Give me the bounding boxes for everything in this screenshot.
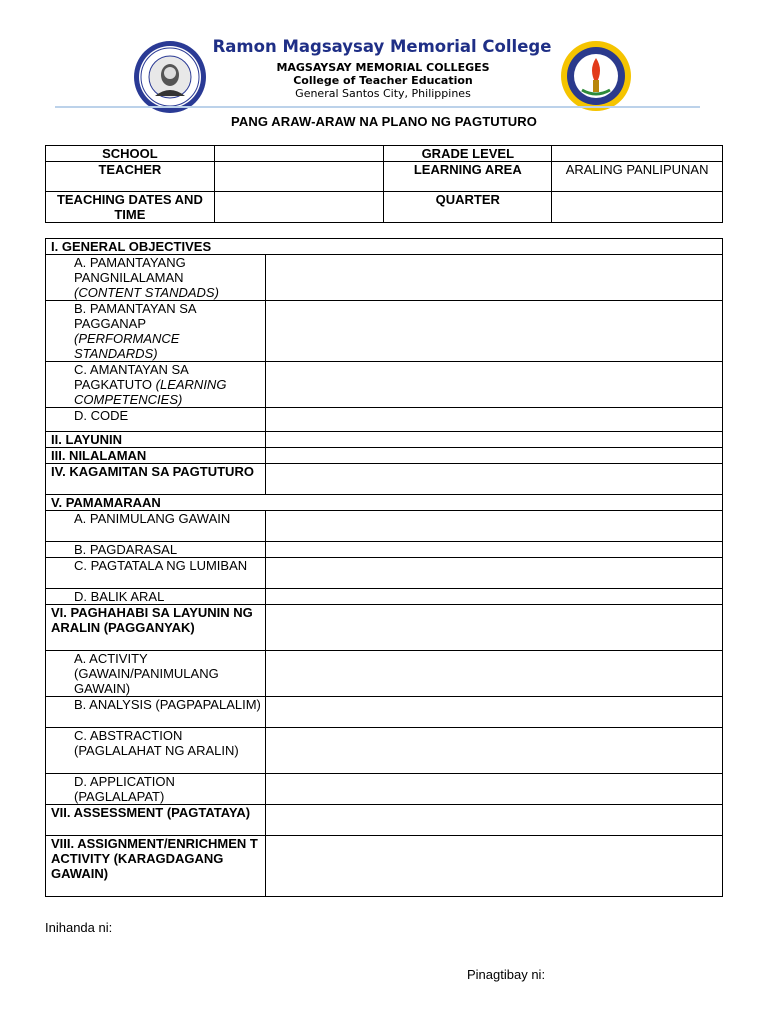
learning-competencies-value[interactable] <box>265 362 722 408</box>
balik-aral-label: D. BALIK ARAL <box>46 589 266 605</box>
learning-competencies-main: C. AMANTAYAN SA PAGKATUTO <box>74 362 189 392</box>
activity-value[interactable] <box>265 651 722 697</box>
teaching-dates-label: TEACHING DATES AND TIME <box>46 192 215 223</box>
header-line-1: MAGSAYSAY MEMORIAL COLLEGES <box>276 61 490 74</box>
school-label: SCHOOL <box>46 146 215 162</box>
learning-area-value[interactable]: ARALING PANLIPUNAN <box>552 162 723 192</box>
teacher-education-seal-logo <box>560 40 632 112</box>
learning-competencies-english: (LEARNING COMPETENCIES) <box>74 377 227 407</box>
analysis-label: B. ANALYSIS (PAGPAPALALIM) <box>46 697 266 728</box>
panimulang-gawain-value[interactable] <box>265 511 722 542</box>
performance-standards-label <box>46 301 266 362</box>
abstraction-value[interactable] <box>265 728 722 774</box>
learning-area-label: LEARNING AREA <box>384 162 552 192</box>
header-line-3: General Santos City, Philippines <box>295 87 471 100</box>
assignment-label: VIII. ASSIGNMENT/ENRICHMEN T ACTIVITY (KARAGDAGANG GAWAIN) <box>46 836 266 897</box>
approved-by-label: Pinagtibay ni: <box>467 967 546 982</box>
lesson-plan-table <box>45 238 723 897</box>
grade-level-label: GRADE LEVEL <box>384 146 552 162</box>
teaching-dates-value[interactable] <box>214 192 384 223</box>
layunin-value[interactable] <box>265 432 722 448</box>
pagtatala-label: C. PAGTATALA NG LUMIBAN <box>46 558 266 589</box>
pagtatala-value[interactable] <box>265 558 722 589</box>
teacher-label: TEACHER <box>46 162 215 192</box>
content-standards-main: A. PAMANTAYANG PANGNILALAMAN <box>74 255 186 285</box>
teacher-value[interactable] <box>214 162 384 192</box>
performance-standards-value[interactable] <box>265 301 722 362</box>
college-name: Ramon Magsaysay Memorial College <box>212 37 552 56</box>
content-standards-english: (CONTENT STANDADS) <box>74 285 219 300</box>
quarter-value[interactable] <box>552 192 723 223</box>
activity-label: A. ACTIVITY (GAWAIN/PANIMULANG GAWAIN) <box>46 651 266 697</box>
assignment-value[interactable] <box>265 836 722 897</box>
learning-competencies-label <box>46 362 266 408</box>
college-seal-logo <box>133 40 207 114</box>
header-divider <box>55 106 700 108</box>
layunin-label: II. LAYUNIN <box>46 432 266 448</box>
header-line-2: College of Teacher Education <box>293 74 473 87</box>
general-objectives-heading: I. GENERAL OBJECTIVES <box>46 239 723 255</box>
grade-level-value[interactable] <box>552 146 723 162</box>
balik-aral-value[interactable] <box>265 589 722 605</box>
pagdarasal-value[interactable] <box>265 542 722 558</box>
kagamitan-label: IV. KAGAMITAN SA PAGTUTURO <box>46 464 266 495</box>
quarter-label: QUARTER <box>384 192 552 223</box>
analysis-value[interactable] <box>265 697 722 728</box>
nilalaman-value[interactable] <box>265 448 722 464</box>
application-value[interactable] <box>265 774 722 805</box>
assessment-label: VII. ASSESSMENT (PAGTATAYA) <box>46 805 266 836</box>
content-standards-value[interactable] <box>265 255 722 301</box>
application-label: D. APPLICATION (PAGLALAPAT) <box>46 774 266 805</box>
lesson-info-table <box>45 145 723 223</box>
abstraction-label: C. ABSTRACTION (PAGLALAHAT NG ARALIN) <box>46 728 266 774</box>
school-value[interactable] <box>214 146 384 162</box>
paghahabi-label: VI. PAGHAHABI SA LAYUNIN NG ARALIN (PAGGANYAK) <box>46 605 266 651</box>
document-header <box>0 0 768 112</box>
prepared-by-label: Inihanda ni: <box>45 920 113 935</box>
document-title: PANG ARAW-ARAW NA PLANO NG PAGTUTURO <box>231 114 537 129</box>
code-value[interactable] <box>265 408 722 432</box>
pamamaraan-heading: V. PAMAMARAAN <box>46 495 723 511</box>
panimulang-gawain-label: A. PANIMULANG GAWAIN <box>46 511 266 542</box>
performance-standards-english: (PERFORMANCE STANDARDS) <box>74 331 180 361</box>
content-standards-label <box>46 255 266 301</box>
paghahabi-value[interactable] <box>265 605 722 651</box>
kagamitan-value[interactable] <box>265 464 722 495</box>
performance-standards-main: B. PAMANTAYAN SA PAGGANAP <box>74 301 196 331</box>
pagdarasal-label: B. PAGDARASAL <box>46 542 266 558</box>
code-label: D. CODE <box>46 408 266 432</box>
nilalaman-label: III. NILALAMAN <box>46 448 266 464</box>
assessment-value[interactable] <box>265 805 722 836</box>
